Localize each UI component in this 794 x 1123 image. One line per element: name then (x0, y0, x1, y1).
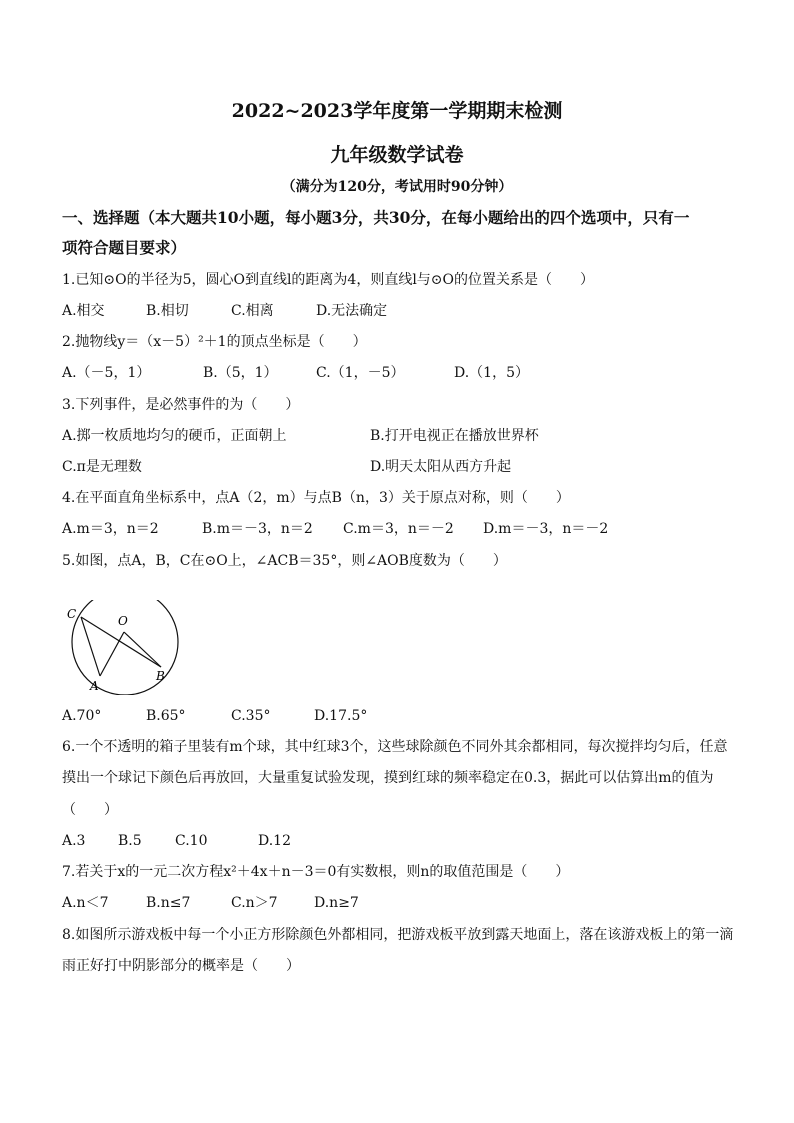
q4-option-d: D.m＝－3，n＝－2 (483, 521, 609, 537)
q3-option-a: A.掷一枚质地均匀的硬币，正面朝上 (62, 428, 287, 444)
q4-option-c: C.m＝3，n＝－2 (343, 521, 454, 537)
q2-option-c: C.（1，－5） (316, 365, 405, 381)
q3-stem: 3.下列事件，是必然事件的为（ ） (62, 397, 300, 413)
exam-subtitle: 九年级数学试卷 (330, 144, 464, 166)
q6-line1: 6.一个不透明的箱子里装有m个球，其中红球3个，这些球除颜色不同外其余都相同，每次搅拌均匀后，任意 (62, 739, 728, 755)
q6-option-b: B.5 (118, 833, 142, 849)
q4-option-a: A.m＝3，n＝2 (62, 521, 159, 537)
q7-option-a: A.n＜7 (62, 895, 109, 911)
section-heading-line2: 项符合题目要求） (62, 238, 187, 257)
q4-option-b: B.m＝－3，n＝2 (202, 521, 313, 537)
q7-option-d: D.n≥7 (314, 895, 359, 911)
segment-ob (124, 632, 161, 667)
q2-option-a: A.（－5，1） (62, 365, 151, 381)
point-label-c: C (67, 607, 77, 621)
q1-stem: 1.已知⊙O的半径为5，圆心O到直线l的距离为4，则直线l与⊙O的位置关系是（ ） (62, 272, 595, 288)
q1-option-c: C.相离 (231, 303, 274, 319)
q2-option-b: B.（5，1） (203, 365, 278, 381)
q7-option-c: C.n＞7 (231, 895, 278, 911)
q5-option-c: C.35° (231, 708, 271, 724)
q6-option-c: C.10 (175, 833, 208, 849)
q7-stem: 7.若关于x的一元二次方程x²＋4x＋n－3＝0有实数根，则n的取值范围是（ ） (62, 864, 570, 880)
q4-stem: 4.在平面直角坐标系中，点A（2，m）与点B（n，3）关于原点对称，则（ ） (62, 490, 570, 506)
q6-line2: 摸出一个球记下颜色后再放回，大量重复试验发现，摸到红球的频率稳定在0.3，据此可以估算出m的值为 (62, 770, 714, 786)
q3-option-c: C.π是无理数 (62, 459, 142, 475)
exam-title: 2022~2023学年度第一学期期末检测 (231, 100, 563, 122)
circle-figure (60, 600, 190, 695)
q7-option-b: B.n≤7 (146, 895, 191, 911)
q3-option-b: B.打开电视正在播放世界杯 (370, 428, 539, 444)
q5-option-a: A.70° (62, 708, 102, 724)
q8-line2: 雨正好打中阴影部分的概率是（ ） (62, 958, 300, 974)
q5-stem: 5.如图，点A，B，C在⊙O上，∠ACB＝35°，则∠AOB度数为（ ） (62, 553, 507, 569)
q6-option-a: A.3 (62, 833, 86, 849)
q5-option-d: D.17.5° (314, 708, 368, 724)
segment-ao (100, 632, 124, 676)
segment-ca (81, 617, 100, 676)
q1-option-d: D.无法确定 (316, 303, 388, 319)
point-label-a: A (90, 679, 99, 693)
q6-option-d: D.12 (258, 833, 291, 849)
q2-stem: 2.抛物线y＝（x－5）²＋1的顶点坐标是（ ） (62, 334, 367, 350)
point-label-o: O (118, 614, 128, 628)
q3-option-d: D.明天太阳从西方升起 (370, 459, 512, 475)
section-heading-line1: 一、选择题（本大题共10小题，每小题3分，共30分，在每小题给出的四个选项中，只有一 (62, 208, 690, 227)
q2-option-d: D.（1，5） (454, 365, 529, 381)
q5-option-b: B.65° (146, 708, 186, 724)
q1-option-a: A.相交 (62, 303, 105, 319)
q8-line1: 8.如图所示游戏板中每一个小正方形除颜色外都相同，把游戏板平放到露天地面上，落在该游戏板上的第一滴 (62, 927, 734, 943)
q1-option-b: B.相切 (146, 303, 189, 319)
point-label-b: B (156, 669, 165, 683)
exam-note: （满分为120分，考试用时90分钟） (281, 179, 513, 195)
q6-line3: （ ） (62, 802, 118, 818)
